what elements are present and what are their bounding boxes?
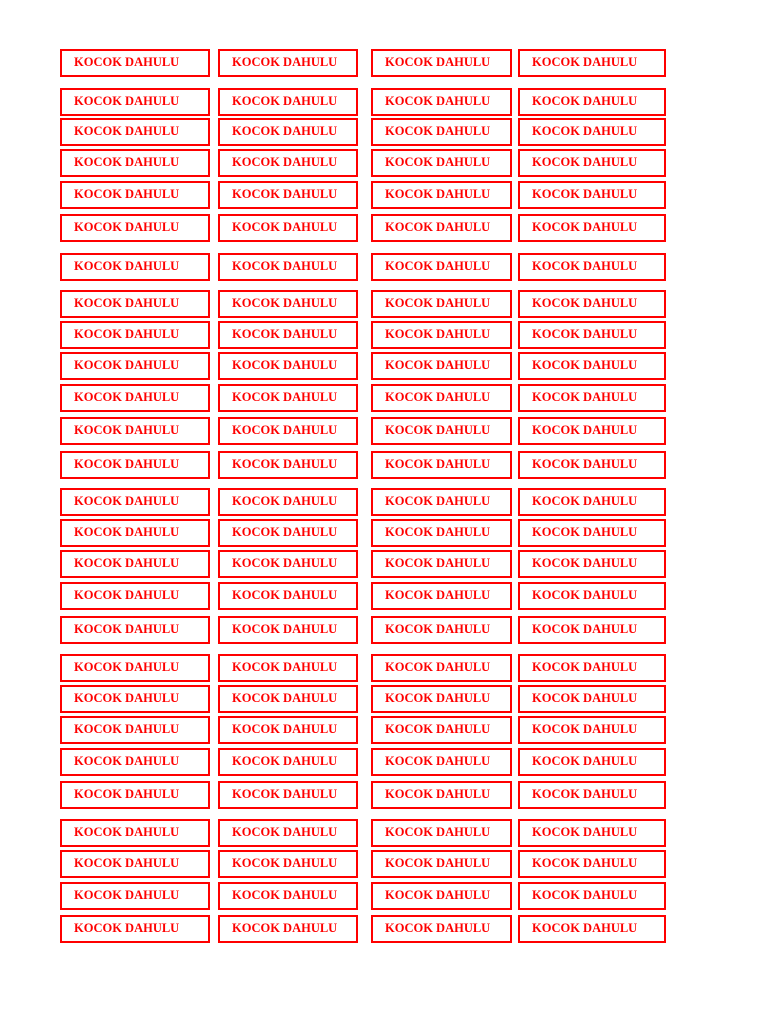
- sticker-label: KOCOK DAHULU: [371, 915, 512, 943]
- sticker-label: KOCOK DAHULU: [60, 716, 210, 744]
- sticker-label: KOCOK DAHULU: [371, 781, 512, 809]
- sticker-label: KOCOK DAHULU: [371, 882, 512, 910]
- sticker-label: KOCOK DAHULU: [518, 716, 666, 744]
- sticker-label: KOCOK DAHULU: [371, 716, 512, 744]
- sticker-label: KOCOK DAHULU: [518, 850, 666, 878]
- sticker-label: KOCOK DAHULU: [218, 850, 358, 878]
- sticker-label: KOCOK DAHULU: [218, 550, 358, 578]
- sticker-label: KOCOK DAHULU: [518, 582, 666, 610]
- sticker-label: KOCOK DAHULU: [218, 352, 358, 380]
- sticker-label: KOCOK DAHULU: [218, 819, 358, 847]
- sticker-label: KOCOK DAHULU: [518, 214, 666, 242]
- sticker-label: KOCOK DAHULU: [60, 550, 210, 578]
- sticker-label: KOCOK DAHULU: [218, 451, 358, 479]
- sticker-label: KOCOK DAHULU: [60, 488, 210, 516]
- sticker-label: KOCOK DAHULU: [371, 451, 512, 479]
- sticker-label: KOCOK DAHULU: [371, 582, 512, 610]
- sticker-label: KOCOK DAHULU: [60, 685, 210, 713]
- sticker-label: KOCOK DAHULU: [218, 915, 358, 943]
- sticker-label: KOCOK DAHULU: [60, 582, 210, 610]
- sticker-label: KOCOK DAHULU: [60, 616, 210, 644]
- sticker-label: KOCOK DAHULU: [518, 915, 666, 943]
- sticker-label: KOCOK DAHULU: [60, 654, 210, 682]
- sticker-label: KOCOK DAHULU: [60, 181, 210, 209]
- sticker-label: KOCOK DAHULU: [371, 321, 512, 349]
- sticker-label: KOCOK DAHULU: [60, 882, 210, 910]
- sticker-label: KOCOK DAHULU: [371, 181, 512, 209]
- sticker-label: KOCOK DAHULU: [218, 384, 358, 412]
- sticker-label: KOCOK DAHULU: [518, 654, 666, 682]
- sticker-label: KOCOK DAHULU: [60, 819, 210, 847]
- sticker-label: KOCOK DAHULU: [218, 685, 358, 713]
- sticker-label: KOCOK DAHULU: [518, 149, 666, 177]
- sticker-label: KOCOK DAHULU: [218, 781, 358, 809]
- sticker-label: KOCOK DAHULU: [518, 384, 666, 412]
- sticker-label: KOCOK DAHULU: [60, 417, 210, 445]
- sticker-label: KOCOK DAHULU: [218, 253, 358, 281]
- sticker-label: KOCOK DAHULU: [371, 253, 512, 281]
- sticker-label: KOCOK DAHULU: [60, 384, 210, 412]
- sticker-label: KOCOK DAHULU: [60, 748, 210, 776]
- sticker-label: KOCOK DAHULU: [371, 519, 512, 547]
- sticker-label: KOCOK DAHULU: [60, 451, 210, 479]
- sticker-label: KOCOK DAHULU: [371, 88, 512, 116]
- sticker-label: KOCOK DAHULU: [218, 49, 358, 77]
- sticker-label: KOCOK DAHULU: [218, 488, 358, 516]
- sticker-label: KOCOK DAHULU: [218, 616, 358, 644]
- sticker-label: KOCOK DAHULU: [218, 716, 358, 744]
- sticker-label: KOCOK DAHULU: [371, 49, 512, 77]
- sticker-label: KOCOK DAHULU: [518, 321, 666, 349]
- sticker-label: KOCOK DAHULU: [371, 550, 512, 578]
- sticker-label: KOCOK DAHULU: [518, 616, 666, 644]
- sticker-label: KOCOK DAHULU: [518, 488, 666, 516]
- sticker-label: KOCOK DAHULU: [218, 582, 358, 610]
- sticker-label: KOCOK DAHULU: [371, 417, 512, 445]
- sticker-label: KOCOK DAHULU: [218, 654, 358, 682]
- sticker-label: KOCOK DAHULU: [371, 748, 512, 776]
- sticker-label: KOCOK DAHULU: [60, 253, 210, 281]
- sticker-label: KOCOK DAHULU: [60, 781, 210, 809]
- sticker-label: KOCOK DAHULU: [518, 290, 666, 318]
- sticker-label: KOCOK DAHULU: [218, 181, 358, 209]
- sticker-label: KOCOK DAHULU: [218, 88, 358, 116]
- sticker-label: KOCOK DAHULU: [60, 915, 210, 943]
- sticker-label: KOCOK DAHULU: [218, 417, 358, 445]
- sticker-label: KOCOK DAHULU: [371, 616, 512, 644]
- sticker-label: KOCOK DAHULU: [518, 519, 666, 547]
- sticker-label: KOCOK DAHULU: [218, 149, 358, 177]
- sticker-label: KOCOK DAHULU: [518, 451, 666, 479]
- sticker-label: KOCOK DAHULU: [371, 654, 512, 682]
- sticker-label: KOCOK DAHULU: [218, 519, 358, 547]
- sticker-label: KOCOK DAHULU: [218, 118, 358, 146]
- sticker-label: KOCOK DAHULU: [60, 118, 210, 146]
- sticker-label: KOCOK DAHULU: [518, 685, 666, 713]
- sticker-label: KOCOK DAHULU: [371, 149, 512, 177]
- sticker-label: KOCOK DAHULU: [518, 550, 666, 578]
- sticker-label: KOCOK DAHULU: [371, 118, 512, 146]
- sticker-label: KOCOK DAHULU: [60, 352, 210, 380]
- sticker-label: KOCOK DAHULU: [60, 519, 210, 547]
- sticker-label: KOCOK DAHULU: [60, 214, 210, 242]
- sticker-label: KOCOK DAHULU: [371, 850, 512, 878]
- sticker-label: KOCOK DAHULU: [218, 214, 358, 242]
- sticker-label: KOCOK DAHULU: [518, 748, 666, 776]
- sticker-label: KOCOK DAHULU: [371, 819, 512, 847]
- sticker-label: KOCOK DAHULU: [218, 290, 358, 318]
- sticker-label: KOCOK DAHULU: [518, 781, 666, 809]
- sticker-label: KOCOK DAHULU: [371, 488, 512, 516]
- sticker-label: KOCOK DAHULU: [218, 748, 358, 776]
- sticker-label: KOCOK DAHULU: [218, 882, 358, 910]
- sticker-label: KOCOK DAHULU: [518, 88, 666, 116]
- sticker-label: KOCOK DAHULU: [518, 118, 666, 146]
- sticker-label: KOCOK DAHULU: [60, 321, 210, 349]
- sticker-label: KOCOK DAHULU: [60, 88, 210, 116]
- sticker-label: KOCOK DAHULU: [218, 321, 358, 349]
- sticker-label: KOCOK DAHULU: [371, 384, 512, 412]
- sticker-label: KOCOK DAHULU: [60, 49, 210, 77]
- sticker-label: KOCOK DAHULU: [518, 819, 666, 847]
- sticker-label: KOCOK DAHULU: [371, 290, 512, 318]
- sticker-label: KOCOK DAHULU: [518, 181, 666, 209]
- sticker-label: KOCOK DAHULU: [371, 352, 512, 380]
- sticker-label: KOCOK DAHULU: [371, 685, 512, 713]
- sticker-label: KOCOK DAHULU: [518, 352, 666, 380]
- sticker-label: KOCOK DAHULU: [60, 149, 210, 177]
- sticker-label: KOCOK DAHULU: [518, 417, 666, 445]
- sticker-label: KOCOK DAHULU: [518, 882, 666, 910]
- sticker-label: KOCOK DAHULU: [60, 290, 210, 318]
- sticker-label: KOCOK DAHULU: [371, 214, 512, 242]
- sticker-label: KOCOK DAHULU: [518, 49, 666, 77]
- sticker-label: KOCOK DAHULU: [518, 253, 666, 281]
- sticker-label: KOCOK DAHULU: [60, 850, 210, 878]
